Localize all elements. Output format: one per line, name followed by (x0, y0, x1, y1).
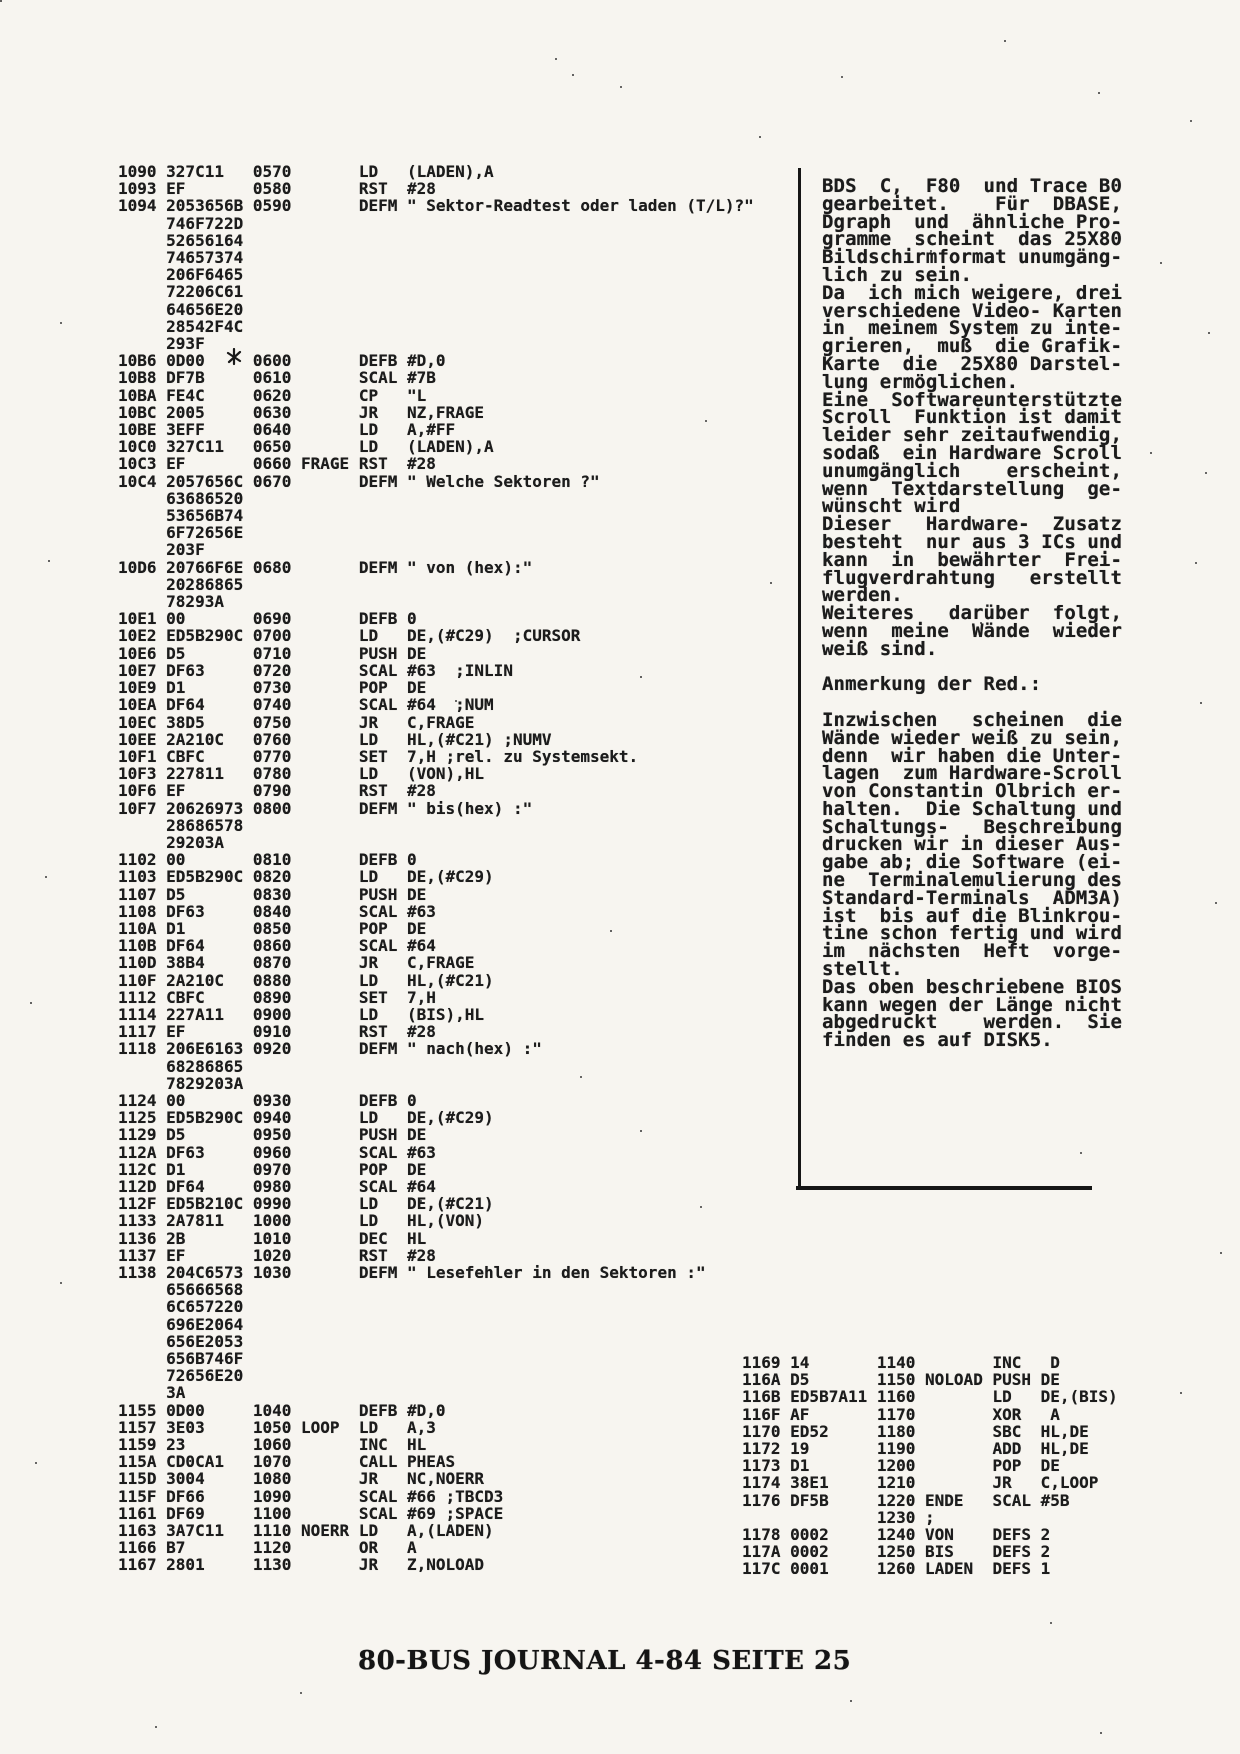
text-line: wenn meine Wände wieder (822, 619, 1123, 642)
text-line: Anmerkung der Red.: (822, 673, 1042, 696)
code-line: 10F6 EF 0790 RST #28 (118, 781, 436, 801)
code-line: 1107 D5 0830 PUSH DE (118, 884, 427, 904)
code-line: 10B8 DF7B 0610 SCAL #7B (118, 368, 436, 388)
scan-specks (0, 0, 1, 1)
code-line: 1112 CBFC 0890 SET 7,H (118, 987, 436, 1007)
pen-mark-icon (226, 348, 242, 366)
code-line: 10BA FE4C 0620 CP "L (118, 385, 427, 405)
text-line: Dgraph und ähnliche Pro- (822, 210, 1123, 233)
text-line: weiß sind. (822, 637, 938, 660)
text-line: Scroll Funktion ist damit (822, 406, 1123, 429)
code-line: 10E6 D5 0710 PUSH DE (118, 643, 427, 663)
column-rule-bottom (796, 1186, 1092, 1190)
code-line: 74657374 (118, 248, 244, 268)
code-line: 68286865 (118, 1056, 244, 1076)
code-line: 1129 D5 0950 PUSH DE (118, 1125, 427, 1145)
code-line: 1137 EF 1020 RST #28 (118, 1245, 436, 1265)
text-line: Bildschirmformat unumgäng- (822, 246, 1123, 269)
code-line: 10C4 2057656C 0670 DEFM " Welche Sektoren ?" (118, 471, 600, 491)
code-line: 117C 0001 1260 LADEN DEFS 1 (742, 1559, 1051, 1579)
text-line: Wände wieder weiß zu sein, (822, 726, 1123, 749)
code-line: 10F7 20626973 0800 DEFM " bis(hex) :" (118, 798, 533, 818)
code-line: 115F DF66 1090 SCAL #66 ;TBCD3 (118, 1486, 504, 1506)
code-line: 293F (118, 334, 205, 354)
code-line: 1172 19 1190 ADD HL,DE (742, 1439, 1089, 1459)
text-line: wünscht wird (822, 495, 961, 518)
text-line: im nächsten Heft vorge- (822, 940, 1123, 963)
code-line: 10EA DF64 0740 SCAL #64 ;NUM (118, 695, 494, 715)
code-line: 10F1 CBFC 0770 SET 7,H ;rel. zu Systemsekt. (118, 746, 639, 766)
code-line: 28686578 (118, 815, 244, 835)
code-line: 1124 00 0930 DEFB 0 (118, 1090, 417, 1110)
editorial-column (822, 175, 1123, 1052)
code-line: 1157 3E03 1050 LOOP LD A,3 (118, 1417, 436, 1437)
text-line: Weiteres darüber folgt, (822, 602, 1123, 625)
text-line: stellt. (822, 958, 903, 981)
code-line: 112D DF64 0980 SCAL #64 (118, 1176, 436, 1196)
text-line: Das oben beschriebene BIOS (822, 975, 1123, 998)
code-line: 116A D5 1150 NOLOAD PUSH DE (742, 1370, 1060, 1390)
code-line: 78293A (118, 592, 224, 612)
text-line: Standard-Terminals ADM3A) (822, 886, 1123, 909)
code-line: 10EE 2A210C 0760 LD HL,(#C21) ;NUMV (118, 729, 552, 749)
text-line: drucken wir in dieser Aus- (822, 833, 1123, 856)
code-line: 6C657220 (118, 1297, 244, 1317)
text-line: abgedruckt werden. Sie (822, 1011, 1123, 1034)
code-line: 110F 2A210C 0880 LD HL,(#C21) (118, 970, 494, 990)
text-line: sodaß ein Hardware Scroll (822, 441, 1123, 464)
code-line: 64656E20 (118, 299, 244, 319)
code-line: 10E2 ED5B290C 0700 LD DE,(#C29) ;CURSOR (118, 626, 581, 646)
text-line: ist bis auf die Blinkrou- (822, 904, 1123, 927)
code-line: 65666568 (118, 1280, 244, 1300)
code-line: 1166 B7 1120 OR A (118, 1538, 417, 1558)
assembly-listing-left (118, 163, 754, 1574)
code-line: 1133 2A7811 1000 LD HL,(VON) (118, 1211, 485, 1231)
text-line: verschiedene Video- Karten (822, 299, 1123, 322)
code-line: 1155 0D00 1040 DEFB #D,0 (118, 1400, 446, 1420)
text-line: lagen zum Hardware-Scroll (822, 762, 1123, 785)
text-line: halten. Die Schaltung und (822, 797, 1123, 820)
code-line: 1167 2801 1130 JR Z,NOLOAD (118, 1555, 485, 1575)
code-line: 112A DF63 0960 SCAL #63 (118, 1142, 436, 1162)
column-rule-vertical (798, 168, 801, 1188)
code-line: 10E1 00 0690 DEFB 0 (118, 609, 417, 629)
code-line: 110A D1 0850 POP DE (118, 918, 427, 938)
code-line: 117A 0002 1250 BIS DEFS 2 (742, 1542, 1051, 1562)
code-line: 10C0 327C11 0650 LD (LADEN),A (118, 437, 494, 457)
code-line: 1108 DF63 0840 SCAL #63 (118, 901, 436, 921)
text-line: kann in bewährter Frei- (822, 548, 1123, 571)
code-line: 1170 ED52 1180 SBC HL,DE (742, 1421, 1089, 1441)
code-line: 1117 EF 0910 RST #28 (118, 1022, 436, 1042)
code-line: 28542F4C (118, 316, 244, 336)
code-line: 10B6 0D00 0600 DEFB #D,0 (118, 351, 446, 371)
code-line: 1178 0002 1240 VON DEFS 2 (742, 1525, 1051, 1545)
code-line: 10E7 DF63 0720 SCAL #63 ;INLIN (118, 660, 513, 680)
code-line: 1176 DF5B 1220 ENDE SCAL #5B (742, 1490, 1070, 1510)
code-line: 1136 2B 1010 DEC HL (118, 1228, 427, 1248)
code-line: 746F722D (118, 213, 244, 233)
code-line: 1173 D1 1200 POP DE (742, 1456, 1060, 1476)
code-line: 206F6465 (118, 265, 244, 285)
code-line: 112C D1 0970 POP DE (118, 1159, 427, 1179)
code-line: 656B746F (118, 1349, 244, 1369)
code-line: 1161 DF69 1100 SCAL #69 ;SPACE (118, 1503, 504, 1523)
text-line: gearbeitet. Für DBASE, (822, 192, 1123, 215)
code-line: 10F3 227811 0780 LD (VON),HL (118, 764, 485, 784)
text-line: Schaltungs- Beschreibung (822, 815, 1123, 838)
page-footer: 80-BUS JOURNAL 4-84 SEITE 25 (358, 1646, 852, 1676)
code-line: 203F (118, 540, 205, 560)
code-line: 6F72656E (118, 523, 244, 543)
code-line: 112F ED5B210C 0990 LD DE,(#C21) (118, 1194, 494, 1214)
text-line: finden es auf DISK5. (822, 1029, 1053, 1052)
text-line: grieren, muß die Grafik- (822, 335, 1123, 358)
text-line: ne Terminalemulierung des (822, 869, 1123, 892)
text-line: Inzwischen scheinen die (822, 708, 1123, 731)
code-line: 10E9 D1 0730 POP DE (118, 678, 427, 698)
text-line: BDS C, F80 und Trace B0 (822, 175, 1123, 197)
code-line: 1169 14 1140 INC D (742, 1353, 1060, 1372)
text-line: flugverdrahtung erstellt (822, 566, 1123, 589)
code-line: 110B DF64 0860 SCAL #64 (118, 936, 436, 956)
code-line: 1174 38E1 1210 JR C,LOOP (742, 1473, 1099, 1493)
code-line: 696E2064 (118, 1314, 244, 1334)
code-line: 110D 38B4 0870 JR C,FRAGE (118, 953, 475, 973)
code-line: 10D6 20766F6E 0680 DEFM " von (hex):" (118, 557, 533, 577)
text-line: Eine Softwareunterstützte (822, 388, 1123, 411)
code-line: 656E2053 (118, 1331, 244, 1351)
code-line: 10BE 3EFF 0640 LD A,#FF (118, 420, 456, 440)
text-line: tine schon fertig und wird (822, 922, 1123, 945)
code-line: 1114 227A11 0900 LD (BIS),HL (118, 1004, 485, 1024)
text-line: unumgänglich erscheint, (822, 459, 1123, 482)
code-line: 1230 ; (742, 1507, 935, 1527)
text-line: lich zu sein. (822, 263, 973, 286)
code-line: 115D 3004 1080 JR NC,NOERR (118, 1469, 485, 1489)
text-line: gabe ab; die Software (ei- (822, 851, 1123, 874)
text-line: Dieser Hardware- Zusatz (822, 513, 1123, 536)
code-line: 72656E20 (118, 1366, 244, 1386)
code-line: 63686520 (118, 488, 244, 508)
code-line: 1163 3A7C11 1110 NOERR LD A,(LADEN) (118, 1521, 494, 1541)
text-line: von Constantin Olbrich er- (822, 780, 1123, 803)
code-line: 115A CD0CA1 1070 CALL PHEAS (118, 1452, 456, 1472)
text-line: werden. (822, 584, 903, 607)
code-line: 52656164 (118, 230, 244, 250)
code-line: 7829203A (118, 1073, 244, 1093)
text-line: kann wegen der Länge nicht (822, 993, 1123, 1016)
assembly-listing-right (742, 1354, 1118, 1578)
code-line: 116B ED5B7A11 1160 LD DE,(BIS) (742, 1387, 1118, 1407)
code-line: 1094 2053656B 0590 DEFM " Sektor-Readtest oder laden (T/L)?" (118, 196, 754, 216)
code-line: 116F AF 1170 XOR A (742, 1404, 1060, 1424)
text-line: in meinem System zu inte- (822, 317, 1123, 340)
code-line: 1093 EF 0580 RST #28 (118, 179, 436, 199)
code-line: 1138 204C6573 1030 DEFM " Lesefehler in den Sektoren :" (118, 1263, 706, 1282)
code-line: 72206C61 (118, 282, 244, 302)
text-line: lung ermöglichen. (822, 370, 1019, 393)
text-line: Da ich mich weigere, drei (822, 281, 1123, 304)
code-line: 1125 ED5B290C 0940 LD DE,(#C29) (118, 1108, 494, 1128)
code-line: 10EC 38D5 0750 JR C,FRAGE (118, 712, 475, 732)
code-line: 3A (118, 1383, 186, 1403)
code-line: 1090 327C11 0570 LD (LADEN),A (118, 162, 494, 181)
text-line: Karte die 25X80 Darstel- (822, 352, 1123, 375)
text-line: denn wir haben die Unter- (822, 744, 1123, 767)
code-line: 53656B74 (118, 506, 244, 526)
code-line: 1102 00 0810 DEFB 0 (118, 850, 417, 870)
code-line: 10C3 EF 0660 FRAGE RST #28 (118, 454, 436, 474)
text-line: gramme scheint das 25X80 (822, 228, 1123, 251)
code-line: 29203A (118, 832, 224, 852)
text-line: wenn Textdarstellung ge- (822, 477, 1123, 500)
code-line: 1103 ED5B290C 0820 LD DE,(#C29) (118, 867, 494, 887)
code-line: 20286865 (118, 574, 244, 594)
text-line: besteht nur aus 3 ICs und (822, 530, 1123, 553)
code-line: 1118 206E6163 0920 DEFM " nach(hex) :" (118, 1039, 542, 1059)
code-line: 10BC 2005 0630 JR NZ,FRAGE (118, 402, 485, 422)
text-line: leider sehr zeitaufwendig, (822, 424, 1123, 447)
code-line: 1159 23 1060 INC HL (118, 1435, 427, 1455)
